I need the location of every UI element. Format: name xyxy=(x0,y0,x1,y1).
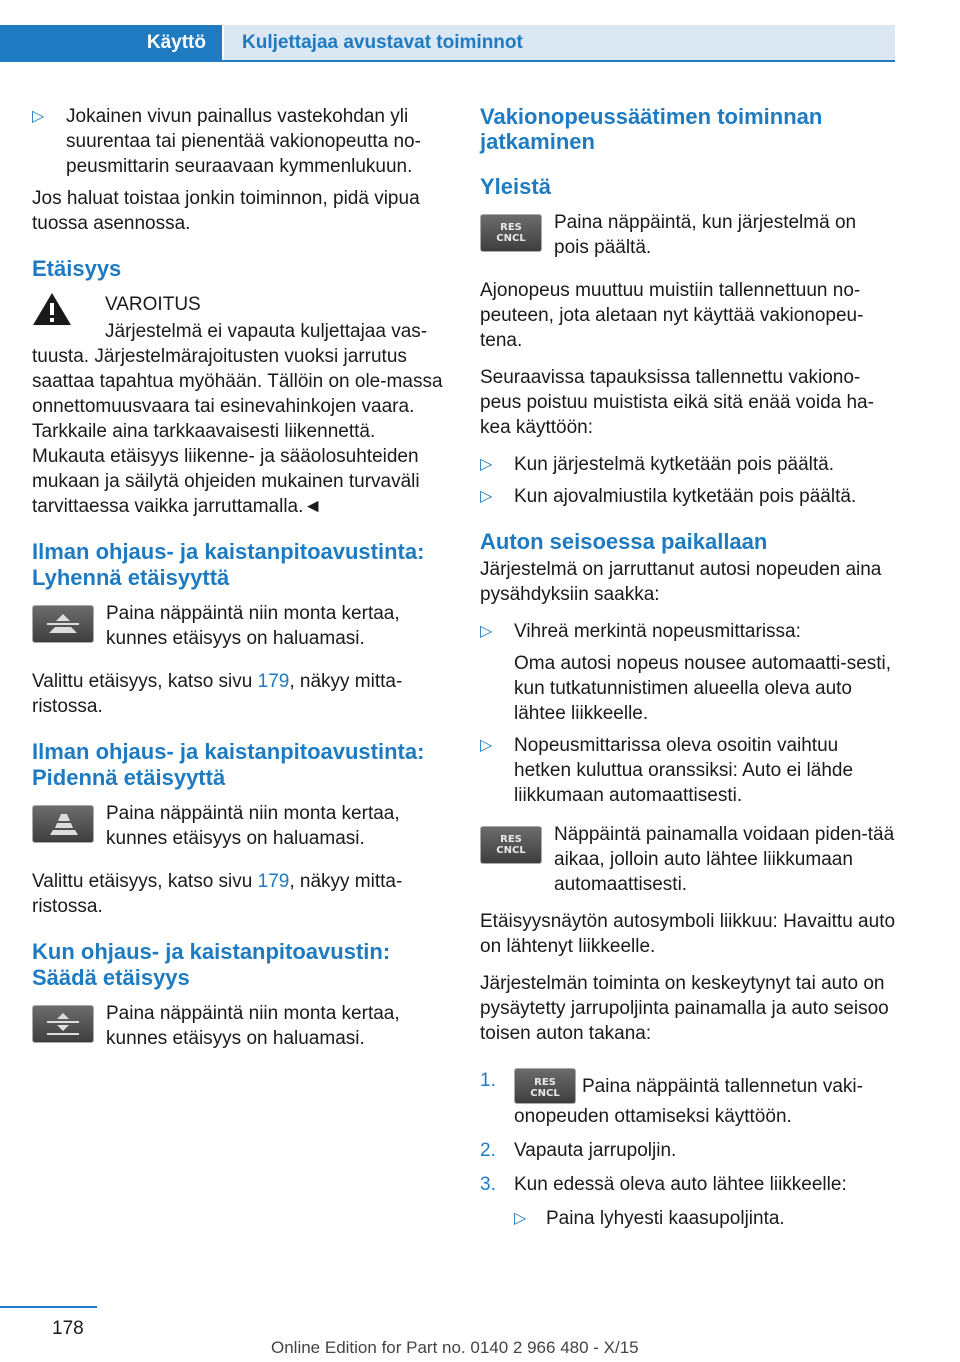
chapter-tab: Kuljettajaa avustavat toiminnot xyxy=(224,25,895,60)
warning-text: tuusta. Järjestelmärajoitusten vuoksi jarrutus saattaa tapahtua myöhään. Tällöin on ole-massa onnettomuusvaara tai esinevahinkojen vaara. Tarkkaile aina tarkkaavaisesti liikennettä. Mukauta etäisyys liikenne- ja sääolosuhteiden mukaan ja säilytä ohjeiden mukainen turvaväli tarvittaessa vaikka jarruttamalla.◄ xyxy=(32,346,443,517)
res-cncl-button-icon xyxy=(514,1068,576,1104)
paragraph xyxy=(32,669,448,719)
step-item xyxy=(480,1068,896,1129)
sub-list-item-text: Paina lyhyesti kaasupoljinta. xyxy=(546,1208,785,1229)
bullet-triangle-icon: ▷ xyxy=(480,737,493,754)
cncl-label: CNCL xyxy=(496,845,526,856)
list-item-text: Kun ajovalmiustila kytketään pois päältä. xyxy=(514,486,857,507)
page-header xyxy=(0,25,895,62)
step-text: Vapauta jarrupoljin. xyxy=(514,1140,677,1161)
left-column xyxy=(32,104,448,1069)
res-cncl-button-icon xyxy=(480,826,542,864)
paragraph: Etäisyysnäytön autosymboli liikkuu: Havaittu auto on lähtenyt liikkeelle. xyxy=(480,911,896,957)
step-text: Kun edessä oleva auto lähtee liikkeelle: xyxy=(514,1174,847,1195)
text: Valittu etäisyys, katso sivu xyxy=(32,871,258,892)
cncl-label: CNCL xyxy=(496,233,526,244)
press-text: Paina näppäintä niin monta kertaa, kunnes etäisyys on haluamasi. xyxy=(106,1003,400,1049)
edition-note: Online Edition for Part no. 0140 2 966 480 - X/15 xyxy=(271,1338,639,1357)
adjust-button-row xyxy=(32,1001,448,1053)
heading-distance: Etäisyys xyxy=(32,256,122,281)
warning-title: VAROITUS xyxy=(105,294,201,315)
text: , näkyy mitta-ristossa. xyxy=(32,871,403,917)
paragraph: Seuraavissa tapauksissa tallennettu vakiono-peus poistuu muistista eikä sitä enää voida ha-kea käyttöön: xyxy=(480,367,874,438)
right-column xyxy=(480,104,896,1231)
page-link[interactable]: 179 xyxy=(257,671,290,692)
distance-adjust-button-icon xyxy=(32,1005,94,1043)
bullet-triangle-icon: ▷ xyxy=(480,623,493,640)
res-cncl-button-icon xyxy=(480,214,542,252)
step-number: 3. xyxy=(480,1174,496,1195)
heading-standstill: Auton seisoessa paikallaan xyxy=(480,529,768,554)
list-item-text: Jokainen vivun painallus vastekohdan yli suurentaa tai pienentää vakionopeutta no-peusmittarin seuraavaan kymmenlukuun. xyxy=(66,106,421,177)
list-item xyxy=(480,452,896,477)
step-number: 2. xyxy=(480,1140,496,1161)
sub-list-item xyxy=(480,1206,896,1231)
section-tab: Käyttö xyxy=(0,25,222,60)
press-text: Näppäintä painamalla voidaan piden-tää aikaa, jolloin auto lähtee liikkumaan automaattisesti. xyxy=(554,824,895,895)
warning-triangle-icon xyxy=(32,292,72,326)
list-item xyxy=(480,484,896,509)
list-item xyxy=(480,619,896,726)
list-item xyxy=(32,104,448,179)
heading-resume: Vakionopeussäätimen toiminnan jatkaminen xyxy=(480,104,823,154)
heading-lengthen-distance: Ilman ohjaus- ja kaistanpitoavustinta: Pidennä etäisyyttä xyxy=(32,739,425,790)
text: , näkyy mitta-ristossa. xyxy=(32,671,403,717)
bullet-triangle-icon: ▷ xyxy=(32,108,45,125)
step-text: Paina näppäintä tallennetun vaki-onopeuden ottamiseksi käyttöön. xyxy=(514,1076,863,1127)
res-button-row xyxy=(480,822,896,897)
distance-increase-button-icon xyxy=(32,805,94,843)
cncl-label: CNCL xyxy=(530,1088,560,1099)
distance-decrease-button-icon xyxy=(32,605,94,643)
press-text: Paina näppäintä niin monta kertaa, kunnes etäisyys on haluamasi. xyxy=(106,603,400,649)
paragraph xyxy=(32,869,448,919)
res-label: RES xyxy=(500,834,522,845)
paragraph: Järjestelmän toiminta on keskeytynyt tai auto on pysäytetty jarrupoljinta painamalla ja auto seisoo toisen auton takana: xyxy=(480,973,889,1044)
heading-shorten-distance: Ilman ohjaus- ja kaistanpitoavustinta: Lyhennä etäisyyttä xyxy=(32,539,425,590)
page-number: 178 xyxy=(52,1318,84,1339)
step-item xyxy=(480,1172,896,1197)
bullet-triangle-icon: ▷ xyxy=(480,488,493,505)
list-item-detail: Oma autosi nopeus nousee automaatti-sesti, kun tutkatunnistimen alueella oleva auto lähtee liikkeelle. xyxy=(514,653,892,724)
res-label: RES xyxy=(500,222,522,233)
press-text: Paina näppäintä, kun järjestelmä on pois päältä. xyxy=(554,212,857,258)
press-text: Paina näppäintä niin monta kertaa, kunnes etäisyys on haluamasi. xyxy=(106,803,400,849)
paragraph: Jos haluat toistaa jonkin toiminnon, pidä vipua tuossa asennossa. xyxy=(32,188,420,234)
heading-general: Yleistä xyxy=(480,174,551,199)
list-item-text: Kun järjestelmä kytketään pois päältä. xyxy=(514,454,835,475)
text: Valittu etäisyys, katso sivu xyxy=(32,671,258,692)
res-label: RES xyxy=(534,1077,556,1088)
header-rule xyxy=(0,60,895,62)
warning-box xyxy=(32,292,448,344)
step-item xyxy=(480,1138,896,1163)
bullet-triangle-icon: ▷ xyxy=(480,456,493,473)
res-button-row xyxy=(480,210,896,262)
footer-rule xyxy=(0,1306,97,1308)
step-number: 1. xyxy=(480,1070,496,1091)
shorten-button-row xyxy=(32,601,448,653)
warning-first-line: Järjestelmä ei vapauta kuljettajaa vas- xyxy=(105,321,428,342)
heading-adjust-distance: Kun ohjaus- ja kaistanpitoavustin: Säädä etäisyys xyxy=(32,939,391,990)
paragraph: Järjestelmä on jarruttanut autosi nopeuden aina pysähdyksiin saakka: xyxy=(480,559,882,605)
bullet-triangle-icon: ▷ xyxy=(514,1210,527,1227)
lengthen-button-row xyxy=(32,801,448,853)
list-item-text: Nopeusmittarissa oleva osoitin vaihtuu hetken kuluttua oranssiksi: Auto ei lähde liikkumaan automaattisesti. xyxy=(514,735,854,806)
list-item xyxy=(480,733,896,808)
page-link[interactable]: 179 xyxy=(257,871,290,892)
paragraph: Ajonopeus muuttuu muistiin tallennettuun no-peuteen, jota aletaan nyt käyttää vakionopeu-tena. xyxy=(480,280,864,351)
list-item-text: Vihreä merkintä nopeusmittarissa: xyxy=(514,621,801,642)
